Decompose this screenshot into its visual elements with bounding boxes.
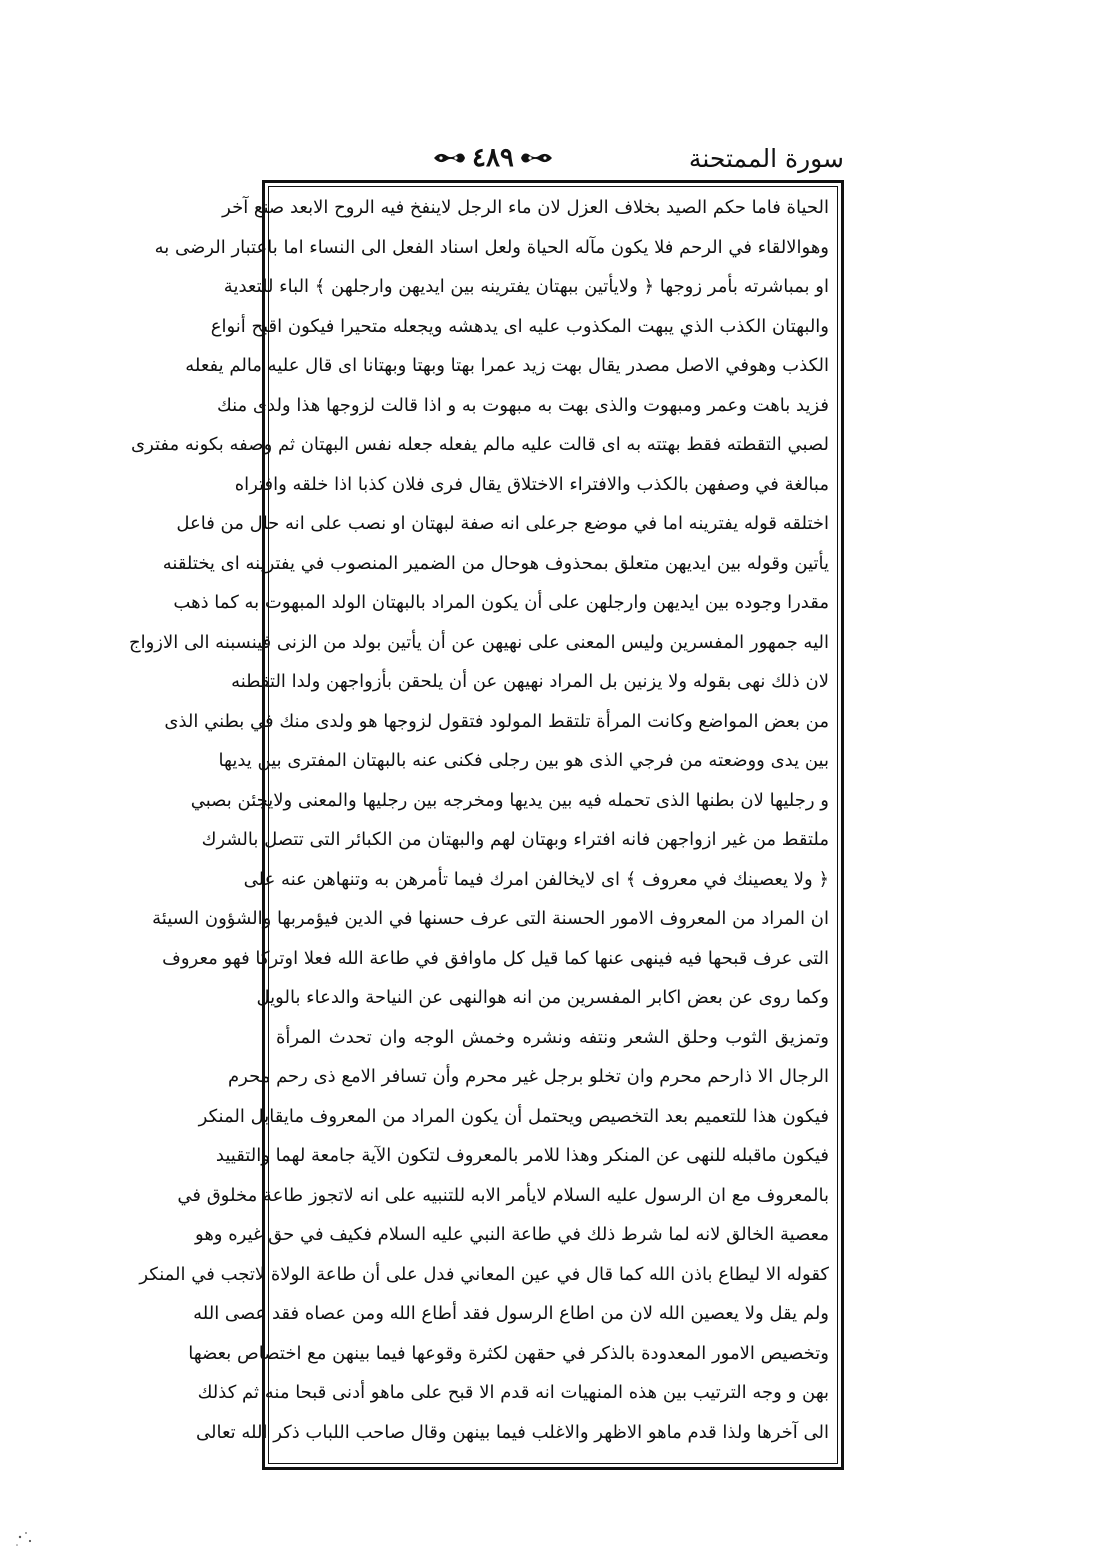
text-line: اختلقه قوله يفترينه اما في موضع جرعلى انه صفة لبهتان او نصب على انه حال من فاعل (176, 513, 829, 534)
text-line: من بعض المواضع وكانت المرأة تلتقط المولود فتقول لزوجها هو ولدى منك في بطني الذى (164, 710, 829, 732)
left-ornament-icon (432, 150, 466, 166)
text-line: الى آخرها ولذا قدم ماهو الاظهر والاغلب فيما بينهن وقال صاحب اللباب ذكر الله تعالى (195, 1421, 829, 1443)
text-line: لان ذلك نهى بقوله ولا يزنين بل المراد نهيهن عن أن يلحقن بأزواجهن ولدا التقطنه (231, 671, 829, 692)
page-header (262, 140, 844, 176)
text-line: ملتقط من غير ازواجهن فانه افتراء وبهتان لهم والبهتان من الكبائر التى تتصل بالشرك (201, 829, 829, 850)
text-line: يأتين وقوله بين ايديهن متعلق بمحذوف هوحال من الضمير المنصوب في يفترينه اى يختلقنه (162, 552, 829, 574)
text-line: معصية الخالق لانه لما شرط ذلك في طاعة النبي عليه السلام فكيف في حق غيره وهو (195, 1224, 829, 1245)
text-line: بالمعروف مع ان الرسول عليه السلام لايأمر الابه للتنبيه على انه لاتجوز طاعة مخلوق في (177, 1184, 829, 1206)
text-line: اليه جمهور المفسرين وليس المعنى على نهيهن عن أن يأتين بولد من الزنى فينسبنه الى الازواج (128, 631, 829, 653)
right-ornament-icon (520, 150, 554, 166)
text-line: ان المراد من المعروف الامور الحسنة التى عرف حسنها في الدين فيؤمربها والشؤون السيئة (152, 908, 829, 929)
text-line: و رجليها لان بطنها الذى تحمله فيه بين يديها ومخرجه بين رجليها والمعنى ولايجئن بصبي (190, 789, 829, 811)
text-line: الكذب وهوفي الاصل مصدر يقال بهت زيد عمرا بهتا وبهتا وبهتانا اى قال عليه مالم يفعله (185, 355, 829, 376)
text-line: مقدرا وجوده بين ايديهن وارجلهن على أن يكون المراد بالبهتان الولد المبهوت به كما ذهب (173, 592, 829, 613)
text-line: ولم يقل ولا يعصين الله لان من اطاع الرسول فقد أطاع الله ومن عصاه فقد عصى الله (193, 1303, 829, 1324)
text-line: وكما روى عن بعض اكابر المفسرين من انه هوالنهى عن النياحة والدعاء بالويل (256, 987, 829, 1008)
text-line: الرجال الا ذارحم محرم وان تخلو برجل غير محرم وأن تسافر الامع ذى رحم محرم (228, 1066, 829, 1087)
text-line: فزيد باهت وعمر ومبهوت والذى بهت به مبهوت به و اذا قالت لزوجها هذا ولدى منك (216, 394, 829, 416)
body-text (128, 188, 829, 1462)
text-line: كقوله الا ليطاع باذن الله كما قال في عين المعاني فدل على أن طاعة الولاة لاتجب في المنكر (139, 1263, 829, 1285)
text-line: ﴿ ولا يعصينك في معروف ﴾ اى لايخالفن امرك فيما تأمرهن به وتنهاهن عنه على (243, 868, 829, 890)
text-line: وتمزيق الثوب وحلق الشعر ونتفه ونشره وخمش الوجه وان تحدث المرأة (276, 1026, 829, 1048)
text-line: بهن و وجه الترتيب بين هذه المنهيات انه قدم الا قبح على ماهو أدنى قبحا منه ثم كذلك (197, 1382, 829, 1403)
surah-title: سورة الممتحنة (688, 143, 844, 173)
page-number-ornament (432, 143, 554, 173)
text-line: وتخصيص الامور المعدودة بالذكر في حقهن لكثرة وقوعها فيما بينهن مع اختصاص بعضها (188, 1342, 829, 1364)
text-line: او بمباشرته بأمر زوجها ﴿ ولايأتين ببهتان يفترينه بين ايديهن وارجلهن ﴾ الباء للتعدية (223, 276, 829, 297)
text-line: فيكون ماقبله للنهى عن المنكر وهذا للامر بالمعروف لتكون الآية جامعة لهما والتقييد (215, 1145, 829, 1166)
text-line: والبهتان الكذب الذي يبهت المكذوب عليه اى يدهشه ويجعله متحيرا فيكون اقبح أنواع (210, 315, 829, 337)
text-line: فيكون هذا للتعميم بعد التخصيص ويحتمل أن يكون المراد من المعروف مايقابل المنكر (198, 1105, 829, 1127)
text-line: التى عرف قبحها فيه فينهى عنها كما قيل كل ماوافق في طاعة الله فعلا اوتركا فهو معروف (162, 947, 829, 969)
corner-speckle-icon (8, 1515, 48, 1555)
text-line: الحياة فاما حكم الصيد بخلاف العزل لان ماء الرجل لاينفخ فيه الروح الابعد صنع آخر (222, 197, 829, 218)
text-line: وهوالالقاء في الرحم فلا يكون مآله الحياة ولعل اسناد الفعل الى النساء اما باعتبار الرضى به (154, 236, 829, 258)
text-line: مبالغة في وصفهن بالكذب والافتراء الاختلاق يقال فرى فلان كذبا اذا خلقه وافتراه (234, 473, 829, 495)
text-line: بين يدى ووضعته من فرجي الذى هو بين رجلى فكنى عنه بالبهتان المفترى بين يديها (218, 750, 829, 771)
text-line: لصبي التقطته فقط بهتته به اى قالت عليه مالم يفعله جعله نفس البهتان ثم وصفه بكونه مفترى (130, 434, 829, 455)
page-number: ٤٨٩ (472, 143, 514, 173)
